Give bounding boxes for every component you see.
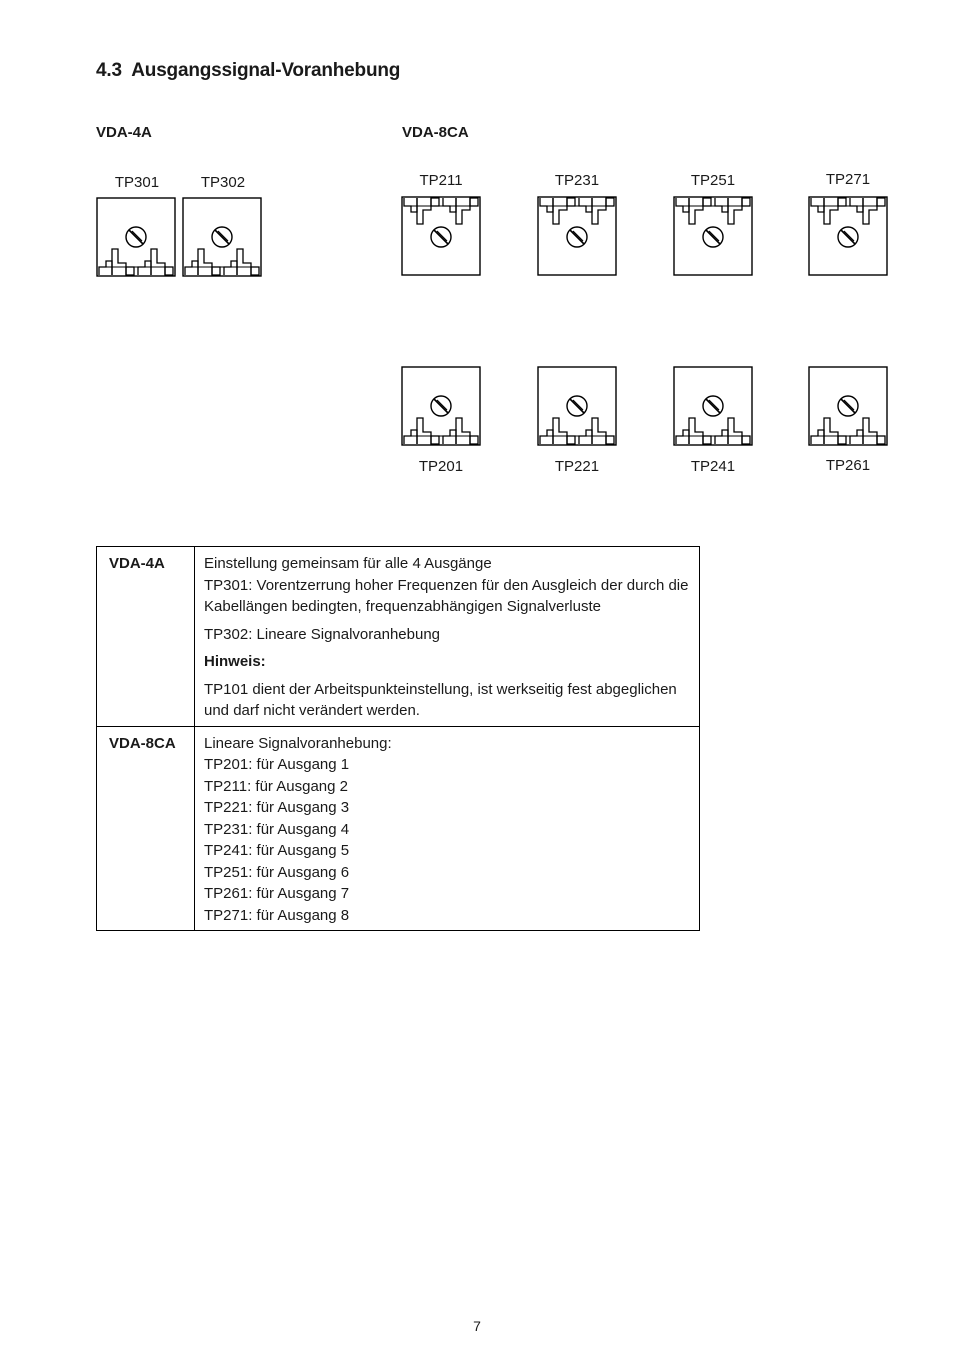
tp211-potentiometer-icon [401, 196, 481, 276]
tp302-text: TP302: Lineare Signalvoranhebung [204, 625, 441, 643]
tp301-text: TP301: Vorentzerrung hoher Frequenzen für den Ausgleich der durch die Kabellängen bedingten, frequenzabhängigen Signalverluste [204, 576, 689, 615]
table-row-vda8ca [97, 726, 700, 931]
tp231-label: TP231 [554, 172, 600, 189]
tp241-potentiometer-icon [673, 366, 753, 446]
tp271-label: TP271 [825, 171, 871, 188]
tp201-potentiometer-icon [401, 366, 481, 446]
tp251-potentiometer-icon [673, 196, 753, 276]
tp261-label: TP261 [825, 457, 871, 474]
tp221-potentiometer-icon [537, 366, 617, 446]
tp211-label: TP211 [419, 172, 463, 189]
row-description-vda8ca [195, 726, 700, 931]
tp241-label: TP241 [690, 458, 736, 475]
note-text: TP101 dient der Arbeitspunkteinstellung, ist werkseitig fest abgeglichen und darf nicht verändert werden. [204, 680, 677, 719]
table-row-vda4a [97, 547, 700, 727]
tp301-description [204, 553, 689, 618]
tp261-potentiometer-icon [808, 366, 888, 446]
output-mapping-line: TP211: für Ausgang 2 [204, 777, 348, 795]
tp301-potentiometer-icon [96, 197, 176, 277]
tp271-potentiometer-icon [808, 196, 888, 276]
output-mapping-line: TP241: für Ausgang 5 [204, 842, 350, 859]
settings-table [96, 546, 700, 931]
tp221-label: TP221 [554, 458, 600, 475]
tp302-label: TP302 [200, 174, 246, 191]
tp231-potentiometer-icon [537, 196, 617, 276]
output-mapping-line: TP271: für Ausgang 8 [204, 906, 350, 924]
row-description-vda4a [195, 547, 700, 727]
vda8ca-label: VDA-8CA [402, 124, 469, 141]
tp302-potentiometer-icon [182, 197, 262, 277]
tp251-label: TP251 [690, 172, 736, 189]
section-heading: 4.3 Ausgangssignal-Voranhebung [96, 60, 401, 81]
linear-boost-intro: Lineare Signalvoranhebung: [204, 734, 392, 752]
output-mapping-line: TP231: für Ausgang 4 [204, 820, 350, 838]
output-mapping-line: TP221: für Ausgang 3 [204, 799, 350, 816]
row-model-vda8ca: VDA-8CA [97, 726, 195, 931]
note-label: Hinweis: [204, 653, 266, 670]
tp201-label: TP201 [418, 458, 464, 475]
row-model-vda4a: VDA-4A [97, 547, 195, 727]
output-mapping-line: TP201: für Ausgang 1 [204, 756, 350, 773]
common-setting-text: Einstellung gemeinsam für alle 4 Ausgänge [204, 555, 492, 572]
page-number: 7 [473, 1318, 481, 1334]
output-mapping-line: TP251: für Ausgang 6 [204, 863, 350, 881]
output-mapping-line: TP261: für Ausgang 7 [204, 885, 350, 902]
vda4a-label: VDA-4A [96, 124, 152, 141]
tp301-label: TP301 [114, 174, 160, 191]
